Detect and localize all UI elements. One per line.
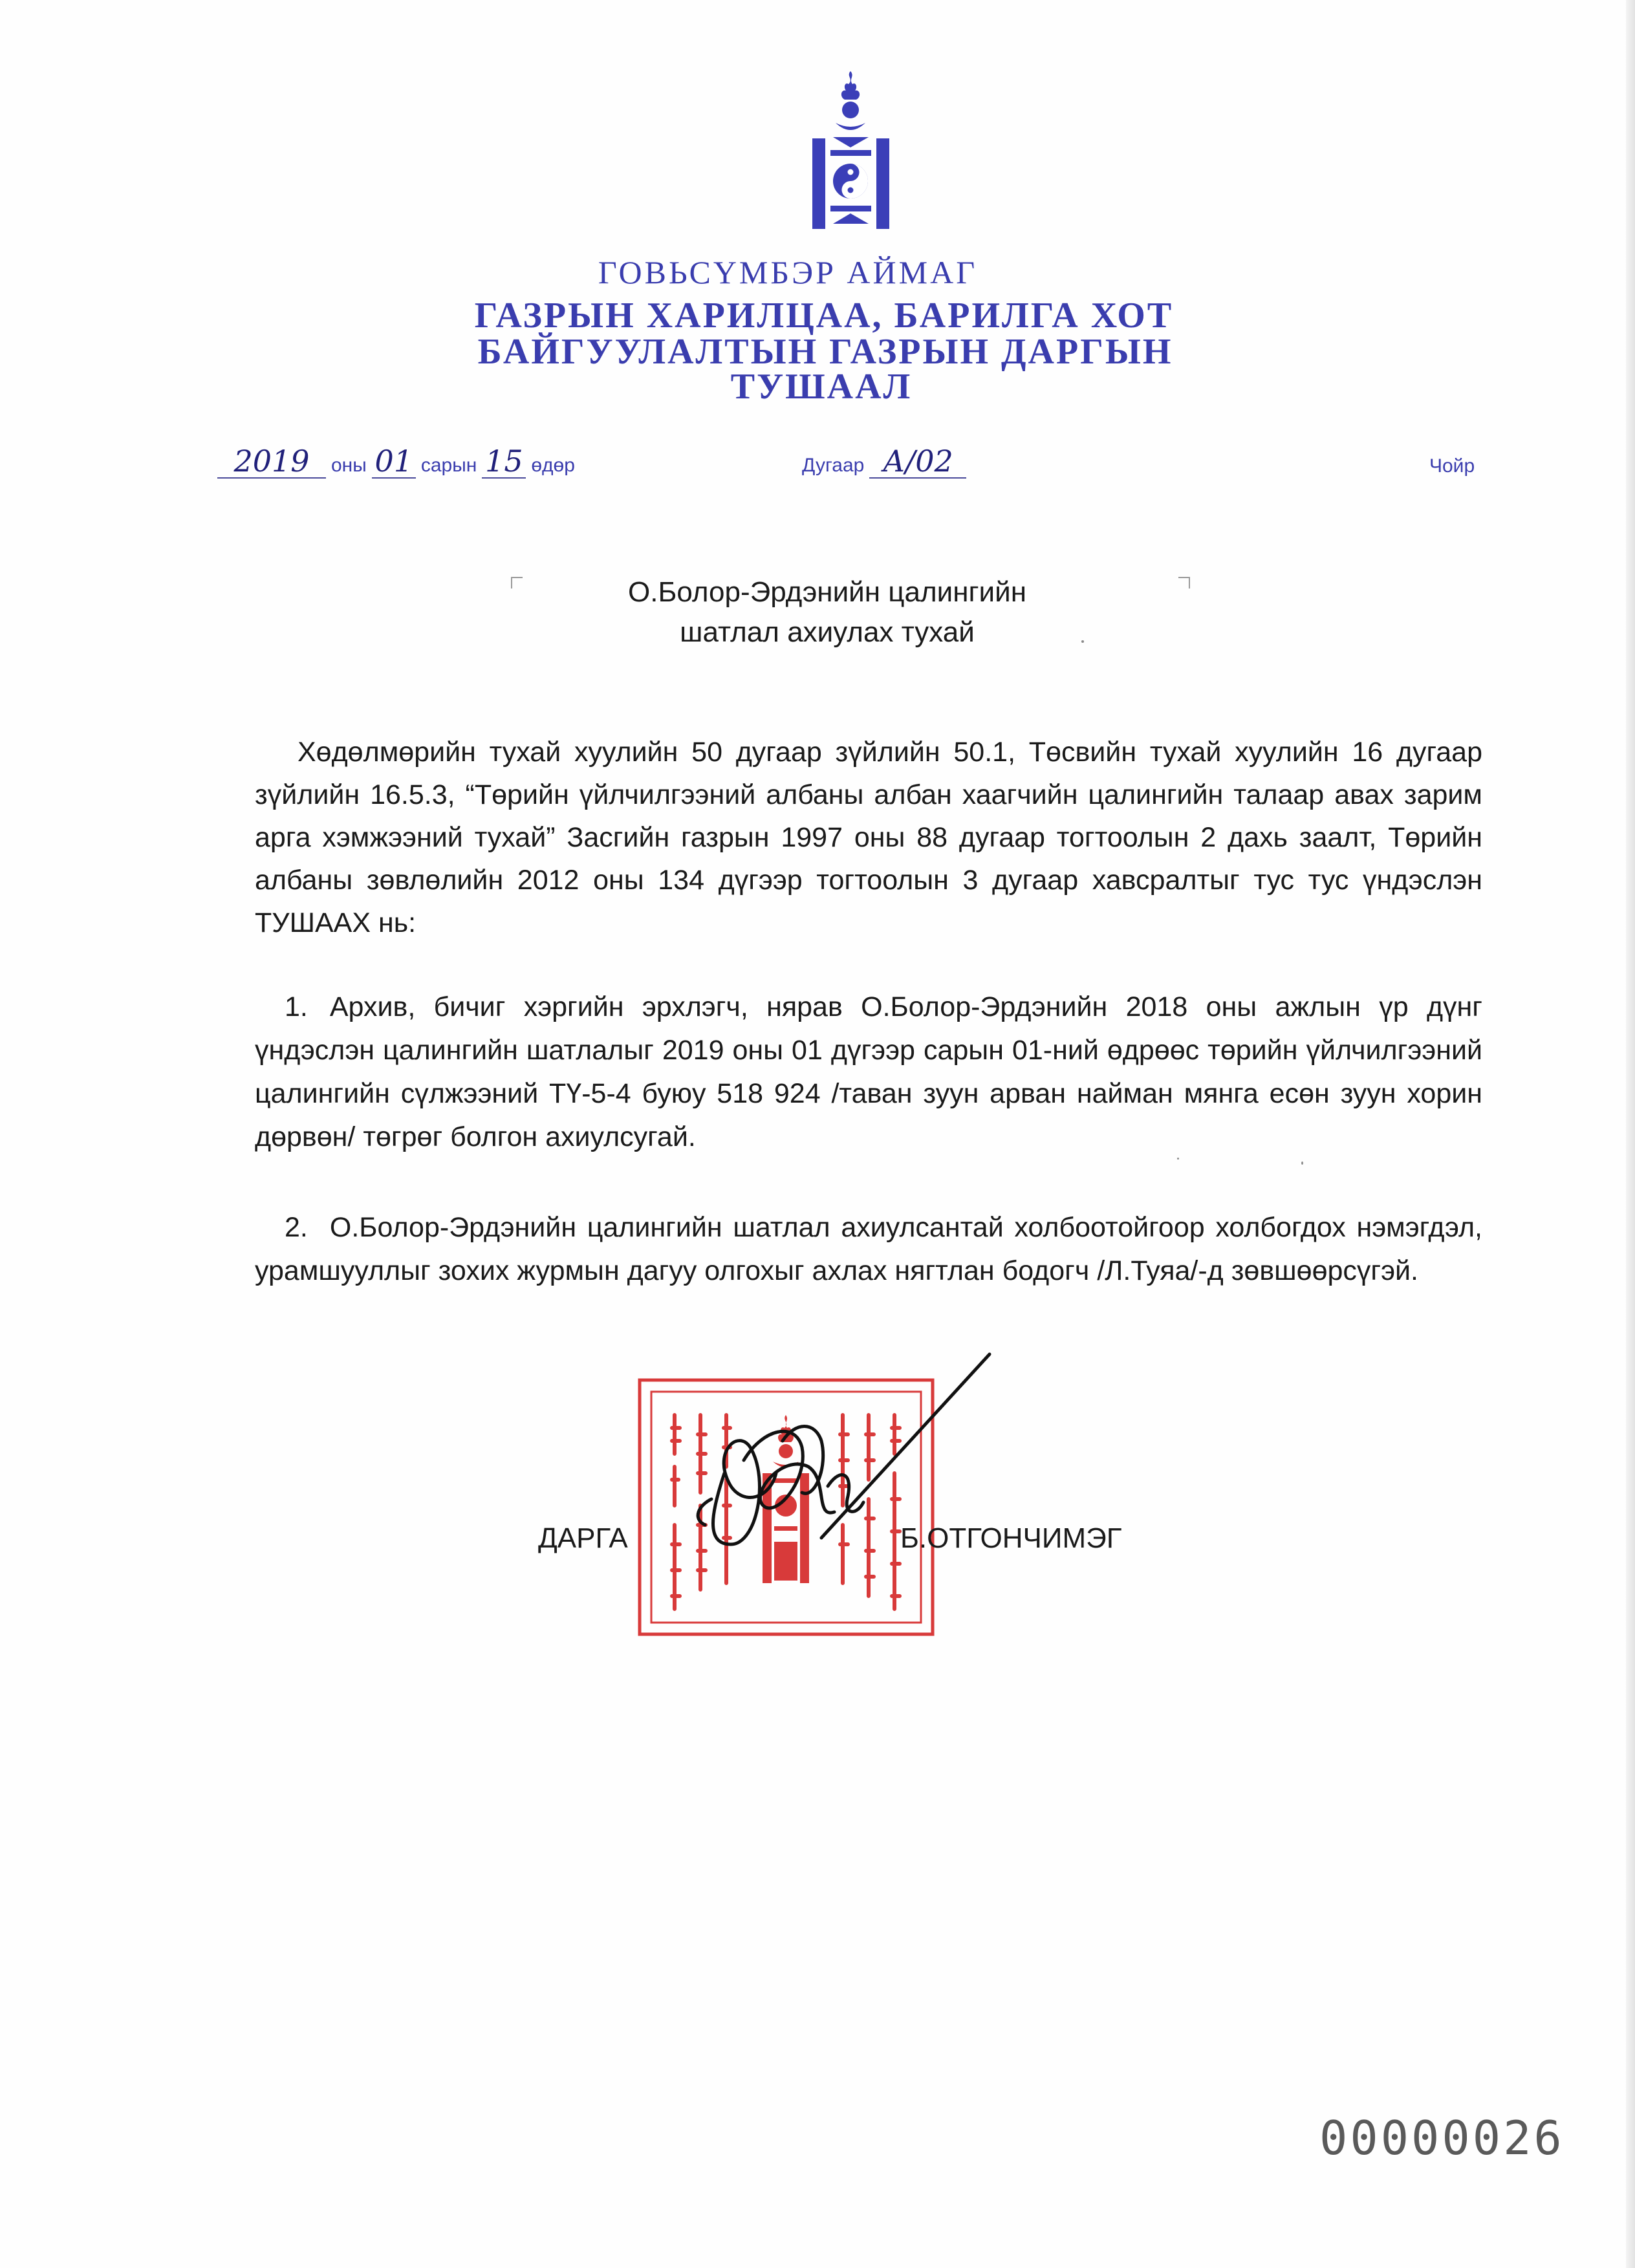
order-number-label: Дугаар — [802, 455, 865, 476]
document-type: ТУШААЛ — [730, 367, 913, 407]
scan-speck — [1081, 640, 1084, 643]
order-number-line — [797, 445, 966, 479]
order-item-2 — [255, 1206, 1482, 1293]
scan-speck — [1301, 1161, 1303, 1165]
order-item-1 — [255, 986, 1482, 1159]
document-serial-number: 00000026 — [1319, 2111, 1565, 2165]
signatory-name: Б.ОТГОНЧИМЭГ — [900, 1522, 1122, 1554]
order-item-2-text: О.Болор-Эрдэнийн цалингийн шатлал ахиулсантай холбоотойгоор холбогдох нэмэгдэл, урамшууллыг зохих журмын дагуу олгохыг ахлах нягтлан бодогч /Л.Туяа/-д зөвшөөрсүгэй. — [255, 1212, 1482, 1286]
org-name-line2: БАЙГУУЛАЛТЫН ГАЗРЫН ДАРГЫН — [477, 332, 1173, 372]
scan-speck — [1177, 1158, 1179, 1160]
date-line — [217, 445, 580, 479]
date-day: 15 — [482, 445, 526, 479]
handwritten-signature-icon — [686, 1350, 996, 1596]
preamble-paragraph: Хөдөлмөрийн тухай хуулийн 50 дугаар зүйлийн 50.1, Төсвийн тухай хуулийн 16 дугаар зүйлийн 16.5.3, “Төрийн үйлчилгээний албаны албан хаагчийн цалингийн талаар авах зарим арга хэмжээний тухай” Засгийн газрын 1997 оны 88 дугаар тогтоолын 2 дахь заалт, Төрийн албаны зөвлөлийн 2012 оны 134 дүгээр тогтоолын 3 дугаар хавсралтыг тус тус үндэслэн ТУШААХ нь: — [255, 737, 1482, 938]
issue-place: Чойр — [1429, 455, 1475, 477]
order-item-1-number: 1. — [285, 991, 308, 1022]
date-month: 01 — [372, 445, 416, 479]
aimag-name: ГОВЬСҮМБЭР АЙМАГ — [598, 254, 978, 290]
date-month-word: сарын — [420, 455, 477, 476]
date-year: 2019 — [217, 445, 326, 479]
order-item-2-number: 2. — [285, 1212, 308, 1243]
date-day-word: өдөр — [531, 455, 575, 476]
subject-line1: О.Болор-Эрдэнийн цалингийн — [628, 576, 1026, 608]
subject-line2: шатлал ахиулах тухай — [680, 616, 975, 648]
date-year-word: оны — [331, 455, 367, 476]
soyombo-emblem-icon — [807, 70, 894, 241]
org-name-line1: ГАЗРЫН ХАРИЛЦАА, БАРИЛГА ХОТ — [474, 296, 1174, 336]
order-item-1-text: Архив, бичиг хэргийн эрхлэгч, нярав О.Болор-Эрдэнийн 2018 оны ажлын үр дүнг үндэслэн цалингийн шатлалыг 2019 оны 01 дүгээр сарын 01-ний өдрөөс төрийн үйлчилгээний цалингийн сүлжээний ТҮ-5-4 буюу 518 924 /таван зуун арван найман мянга есөн зуун хорин дөрвөн/ төгрөг болгон ахиулсугай. — [255, 991, 1482, 1152]
order-number: А/02 — [869, 445, 966, 479]
signatory-title: ДАРГА — [538, 1522, 628, 1554]
subject-heading — [0, 572, 1635, 653]
